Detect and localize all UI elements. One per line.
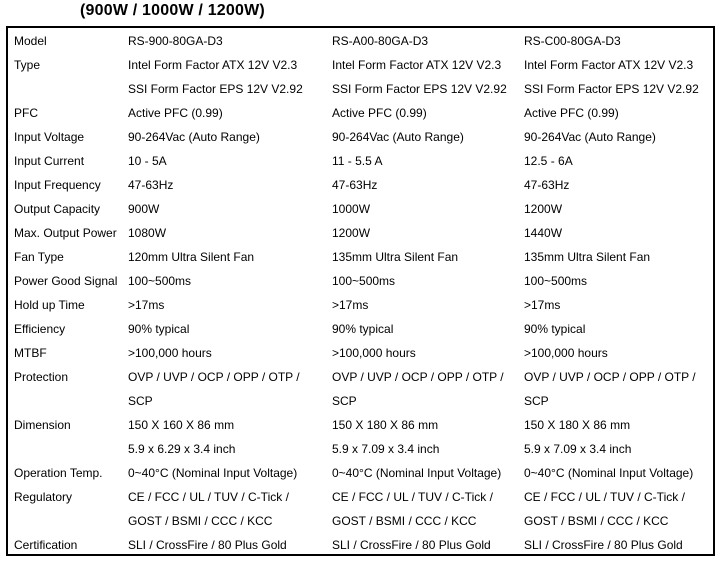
value-line: >17ms [128,298,165,312]
value-line: SCP [524,394,549,408]
value-line: SSI Form Factor EPS 12V V2.92 [128,82,303,96]
value-line: OVP / UVP / OCP / OPP / OTP / [332,370,504,384]
row-label-text: Fan Type [14,250,64,264]
value-line: 135mm Ultra Silent Fan [524,250,651,264]
value-line: SSI Form Factor EPS 12V V2.92 [524,82,699,96]
value-cell-model-1 [128,197,332,221]
value-cell-model-1 [128,53,332,101]
value-cell-model-2 [332,317,524,341]
row-label [8,365,128,389]
value-cell-model-3 [524,365,713,413]
value-cell-model-2 [332,269,524,293]
table-row [8,101,713,125]
row-label [8,221,128,245]
value-cell-model-2 [332,413,524,461]
row-label [8,125,128,149]
row-label [8,485,128,509]
value-line: SCP [128,394,153,408]
value-cell-model-2 [332,485,524,533]
value-line: Active PFC (0.99) [524,106,619,120]
value-cell-model-3 [524,125,713,149]
value-line: 1000W [332,202,371,216]
row-label-text: Regulatory [14,490,73,504]
value-line: 0~40°C (Nominal Input Voltage) [524,466,694,480]
value-line: GOST / BSMI / CCC / KCC [332,514,477,528]
value-line: Intel Form Factor ATX 12V V2.3 [128,58,298,72]
value-line: 900W [128,202,160,216]
value-cell-model-2 [332,461,524,485]
table-row [8,245,713,269]
row-label [8,197,128,221]
table-row [8,413,713,461]
value-cell-model-2 [332,125,524,149]
value-line: GOST / BSMI / CCC / KCC [524,514,669,528]
value-cell-model-1 [128,461,332,485]
value-line: >17ms [524,298,561,312]
table-row [8,317,713,341]
table-row [8,461,713,485]
row-label [8,149,128,173]
value-line: SLI / CrossFire / 80 Plus Gold [524,538,683,552]
value-line: 100~500ms [128,274,192,288]
value-line: 11 - 5.5 A [332,154,383,168]
value-line: RS-C00-80GA-D3 [524,34,621,48]
value-line: 100~500ms [332,274,396,288]
value-cell-model-1 [128,29,332,53]
value-line: 90-264Vac (Auto Range) [332,130,464,144]
value-cell-model-1 [128,485,332,533]
value-cell-model-2 [332,101,524,125]
value-line: >17ms [332,298,369,312]
value-cell-model-2 [332,245,524,269]
value-cell-model-3 [524,221,713,245]
row-label [8,29,128,53]
value-cell-model-2 [332,53,524,101]
value-line: CE / FCC / UL / TUV / C-Tick / [332,490,493,504]
table-row [8,269,713,293]
value-line: 150 X 180 X 86 mm [524,418,631,432]
value-line: SLI / CrossFire / 80 Plus Gold [332,538,491,552]
value-cell-model-1 [128,413,332,461]
value-cell-model-2 [332,293,524,317]
value-line: 1080W [128,226,167,240]
value-cell-model-2 [332,197,524,221]
spec-heading: (900W / 1000W / 1200W) [80,2,265,19]
value-line: Intel Form Factor ATX 12V V2.3 [332,58,502,72]
value-line: 5.9 x 6.29 x 3.4 inch [128,442,236,456]
value-line: 0~40°C (Nominal Input Voltage) [128,466,298,480]
value-line: 90% typical [128,322,190,336]
value-cell-model-2 [332,149,524,173]
table-row [8,149,713,173]
value-line: CE / FCC / UL / TUV / C-Tick / [524,490,685,504]
row-label [8,413,128,437]
value-cell-model-1 [128,533,332,557]
row-label-text: Protection [14,370,69,384]
table-row [8,485,713,533]
value-line: Intel Form Factor ATX 12V V2.3 [524,58,694,72]
row-label-text: Output Capacity [14,202,101,216]
value-cell-model-3 [524,461,713,485]
value-line: CE / FCC / UL / TUV / C-Tick / [128,490,289,504]
value-cell-model-2 [332,29,524,53]
value-cell-model-3 [524,485,713,533]
value-cell-model-3 [524,101,713,125]
value-line: 0~40°C (Nominal Input Voltage) [332,466,502,480]
value-line: SCP [332,394,357,408]
row-label [8,269,128,293]
table-row [8,365,713,413]
spec-table [6,26,715,556]
value-cell-model-2 [332,173,524,197]
table-row [8,533,713,557]
table-row [8,341,713,365]
row-label [8,101,128,125]
value-cell-model-1 [128,317,332,341]
row-label-text: Model [14,34,47,48]
value-line: RS-900-80GA-D3 [128,34,223,48]
value-line: 90-264Vac (Auto Range) [524,130,656,144]
value-cell-model-3 [524,533,713,557]
row-label-text: Operation Temp. [14,466,103,480]
value-line: 47-63Hz [524,178,570,192]
value-line: 90% typical [524,322,586,336]
value-cell-model-1 [128,101,332,125]
value-cell-model-2 [332,533,524,557]
row-label [8,533,128,557]
row-label-text: Type [14,58,41,72]
value-cell-model-3 [524,269,713,293]
row-label-text: Input Voltage [14,130,85,144]
row-label [8,53,128,77]
row-label [8,173,128,197]
value-line: 100~500ms [524,274,588,288]
row-label [8,461,128,485]
value-line: 135mm Ultra Silent Fan [332,250,459,264]
row-label-text: Input Frequency [14,178,101,192]
value-cell-model-3 [524,245,713,269]
row-label-text: Efficiency [14,322,66,336]
row-label-text: Hold up Time [14,298,85,312]
value-cell-model-1 [128,293,332,317]
value-cell-model-1 [128,341,332,365]
row-label-text: Max. Output Power [14,226,117,240]
table-row [8,293,713,317]
value-line: >100,000 hours [332,346,416,360]
value-line: Active PFC (0.99) [332,106,427,120]
value-line: 90% typical [332,322,394,336]
row-label-text: Dimension [14,418,71,432]
value-cell-model-1 [128,365,332,413]
value-line: OVP / UVP / OCP / OPP / OTP / [524,370,696,384]
row-label [8,317,128,341]
value-cell-model-1 [128,245,332,269]
value-cell-model-3 [524,293,713,317]
value-line: 1440W [524,226,563,240]
value-cell-model-3 [524,53,713,101]
row-label-text: PFC [14,106,38,120]
row-label [8,341,128,365]
table-row [8,197,713,221]
value-line: >100,000 hours [524,346,608,360]
value-cell-model-1 [128,221,332,245]
value-line: 1200W [332,226,371,240]
value-cell-model-3 [524,149,713,173]
value-line: >100,000 hours [128,346,212,360]
table-row [8,53,713,101]
value-line: 150 X 160 X 86 mm [128,418,235,432]
row-label [8,245,128,269]
value-cell-model-2 [332,221,524,245]
value-cell-model-1 [128,173,332,197]
value-line: 5.9 x 7.09 x 3.4 inch [332,442,440,456]
value-line: GOST / BSMI / CCC / KCC [128,514,273,528]
table-row [8,221,713,245]
value-line: SSI Form Factor EPS 12V V2.92 [332,82,507,96]
value-cell-model-2 [332,341,524,365]
value-line: 47-63Hz [332,178,378,192]
value-line: 90-264Vac (Auto Range) [128,130,260,144]
value-line: SLI / CrossFire / 80 Plus Gold [128,538,287,552]
value-line: OVP / UVP / OCP / OPP / OTP / [128,370,300,384]
value-cell-model-3 [524,173,713,197]
table-row [8,173,713,197]
value-cell-model-1 [128,149,332,173]
value-line: 1200W [524,202,563,216]
value-cell-model-1 [128,269,332,293]
value-cell-model-3 [524,317,713,341]
value-cell-model-3 [524,341,713,365]
value-line: Active PFC (0.99) [128,106,223,120]
value-line: 47-63Hz [128,178,174,192]
value-line: 12.5 - 6A [524,154,573,168]
value-line: 10 - 5A [128,154,167,168]
value-line: 5.9 x 7.09 x 3.4 inch [524,442,632,456]
row-label [8,293,128,317]
row-label-text: MTBF [14,346,47,360]
value-cell-model-3 [524,413,713,461]
value-cell-model-3 [524,197,713,221]
row-label-text: Power Good Signal [14,274,118,288]
value-cell-model-1 [128,125,332,149]
table-row [8,125,713,149]
table-row [8,29,713,53]
value-line: RS-A00-80GA-D3 [332,34,429,48]
row-label-text: Input Current [14,154,85,168]
value-cell-model-3 [524,29,713,53]
value-cell-model-2 [332,365,524,413]
value-line: 150 X 180 X 86 mm [332,418,439,432]
value-line: 120mm Ultra Silent Fan [128,250,255,264]
row-label-text: Certification [14,538,78,552]
